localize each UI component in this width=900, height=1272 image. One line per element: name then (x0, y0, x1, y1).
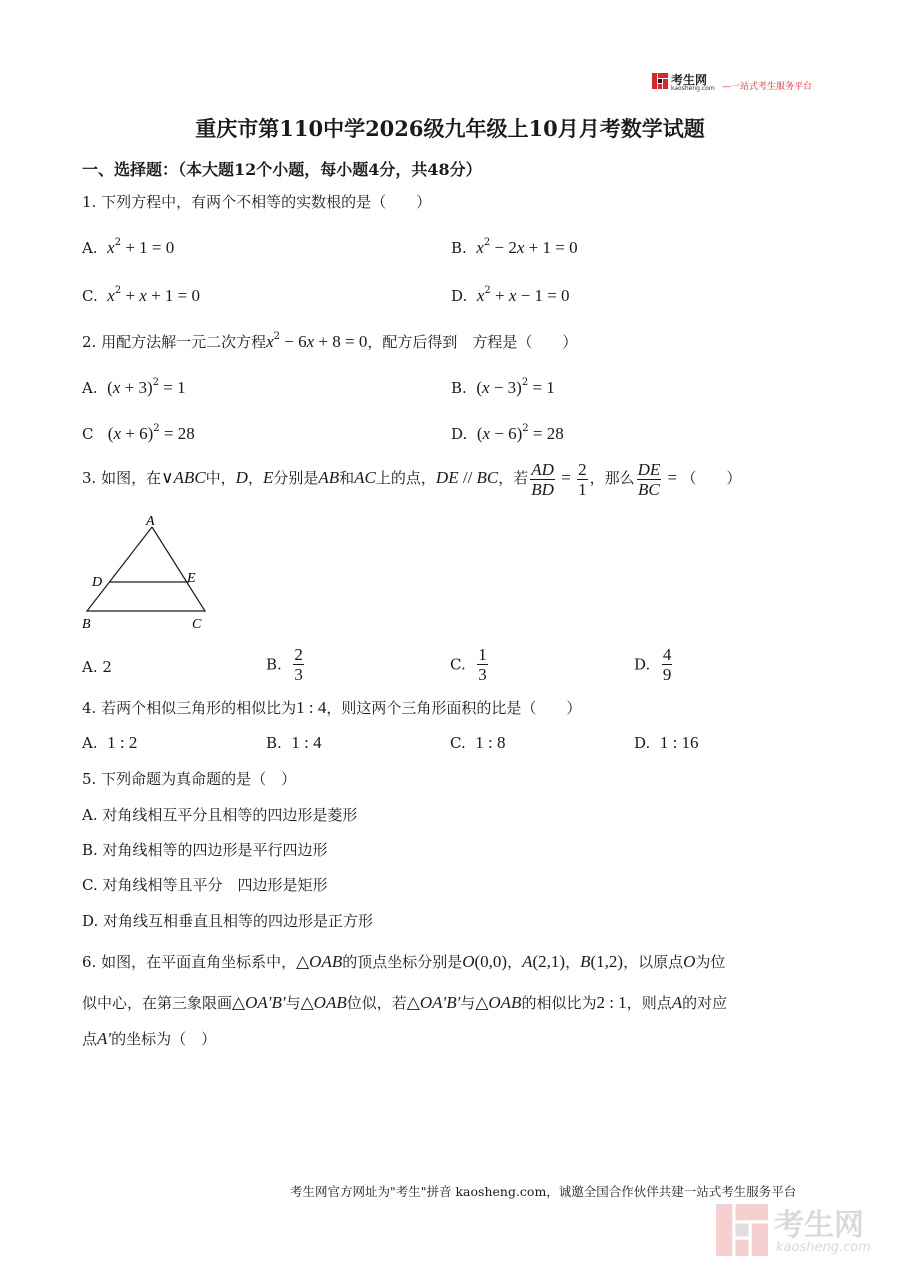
q4-option-c: C. 1 : 8 (450, 733, 506, 752)
q3-option-b: B. $\frac{2}{3}$ (266, 645, 303, 684)
q1-option-b: B. $x^2 - 2x + 1 = 0$ (451, 237, 578, 257)
watermark-domain: kaosheng.com (776, 1240, 871, 1255)
q6-line-3: 点A′的坐标为（ ） (82, 1029, 217, 1048)
section-header: 一、选择题：（本大题12个小题，每小题4分，共48分） (82, 160, 482, 179)
brand-name: 考生网 (671, 73, 708, 87)
triangle-abc (87, 527, 205, 611)
q3-option-d: D. $\frac{4}{9}$ (634, 645, 672, 684)
q6-line-1: 6. 如图，在平面直角坐标系中，△OAB的顶点坐标分别是O(0,0)，A(2,1)，B(1,2)，以原点O为位 (82, 952, 726, 971)
q1-option-d: D. $x^2 + x - 1 = 0$ (451, 285, 570, 305)
label-b: B (82, 617, 91, 632)
q2-stem: 2. 用配方法解一元二次方程$x^2 - 6x + 8 = 0$，配方后得到 方程是（ ） (82, 331, 578, 351)
q2-option-c: C $(x + 6)^2 = 28$ (82, 423, 195, 443)
watermark-logo (716, 1200, 886, 1262)
label-c: C (192, 617, 202, 632)
q4-option-b: B. 1 : 4 (266, 733, 322, 752)
brand-domain: kaosheng.com (671, 85, 715, 92)
q1-stem: 1. 下列方程中，有两个不相等的实数根的是（ ） (82, 193, 432, 211)
q4-option-a: A. 1 : 2 (82, 733, 138, 752)
q5-option-c: C. 对角线相等且平分 四边形是矩形 (82, 876, 328, 894)
brand-slogan: 一站式考生服务平台 (731, 82, 813, 92)
q4-option-d: D. 1 : 16 (634, 733, 699, 752)
watermark-name: 考生网 (774, 1208, 864, 1243)
q1-option-a: A. $x^2 + 1 = 0$ (82, 237, 175, 257)
q4-stem: 4. 若两个相似三角形的相似比为1 : 4，则这两个三角形面积的比是（ ） (82, 698, 582, 717)
q1-option-c: C. $x^2 + x + 1 = 0$ (82, 285, 201, 305)
brand-logo-icon (652, 73, 668, 89)
label-d: D (92, 575, 103, 590)
q2-option-a: A. $(x + 3)^2 = 1$ (82, 377, 186, 397)
q3-triangle-figure (78, 510, 218, 635)
q3-option-c: C. $\frac{1}{3}$ (450, 645, 487, 684)
q5-option-b: B. 对角线相等的四边形是平行四边形 (82, 841, 328, 859)
q5-stem: 5. 下列命题为真命题的是（ ） (82, 770, 297, 788)
q5-option-a: A. 对角线相互平分且相等的四边形是菱形 (82, 806, 358, 824)
q5-option-d: D. 对角线互相垂直且相等的四边形是正方形 (82, 912, 374, 930)
label-a: A (146, 514, 155, 529)
q6-line-2: 似中心，在第三象限画△OA′B′与△OAB位似，若△OA′B′与△OAB的相似比为2 : 1，则点A的对应 (82, 993, 728, 1012)
page-title: 重庆市第110中学2026级九年级上10月月考数学试题 (195, 116, 705, 141)
label-e: E (187, 571, 196, 586)
q2-option-d: D. $(x - 6)^2 = 28$ (451, 423, 564, 443)
watermark-logo-icon (716, 1204, 768, 1256)
q2-option-b: B. $(x - 3)^2 = 1$ (451, 377, 555, 397)
q3-stem: 3. 如图，在∨ABC中，D，E分别是AB和AC上的点，DE // BC，若 $\frac{AD}{BD}$ = $\frac{2}{1}$ ，那么 $\frac{DE}{BC}$ = （ ） (82, 459, 742, 499)
footer-text: 考生网官方网址为"考生"拼音 kaosheng.com，诚邀全国合作伙伴共建一站式考生服务平台 (290, 1184, 797, 1199)
q3-option-a: A. 2 (82, 658, 112, 676)
